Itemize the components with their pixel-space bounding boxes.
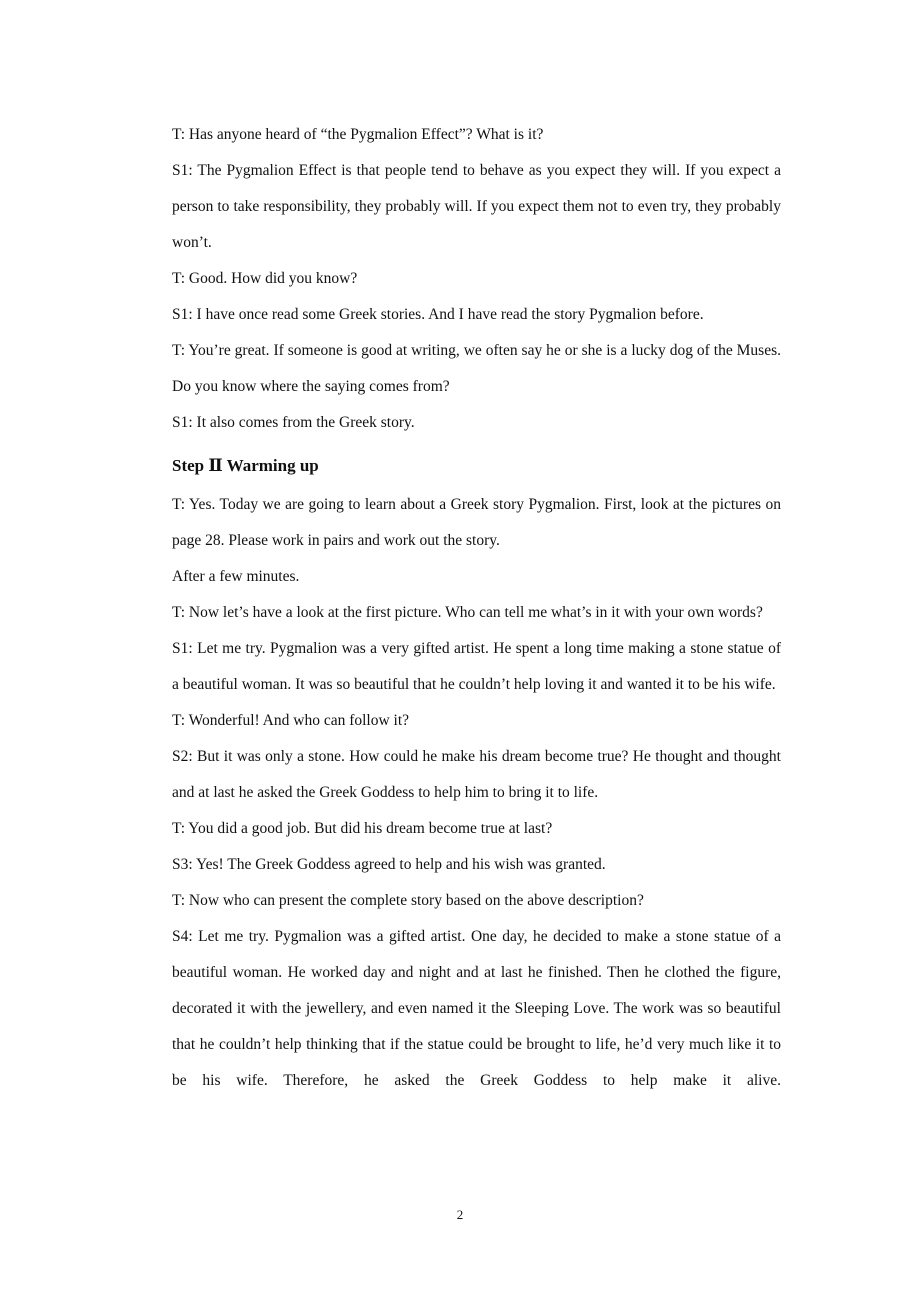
page-number: 2 <box>456 1207 464 1222</box>
dialogue-line: S4: Let me try. Pygmalion was a gifted artist. One day, he decided to make a stone statue of a beautiful woman. He worked day and night and at last he finished. Then he clothed the figure, decorated it with the jewellery, and even named it the Sleeping Love. The work was so beautiful that he couldn’t help thinking that if the statue could be brought to life, he’d very much like it to be his wife. Therefore, he asked the Greek Goddess to help make it alive. <box>172 928 781 1089</box>
section-heading: Step Ⅱ Warming up <box>172 456 319 475</box>
dialogue-line: T: Good. How did you know? <box>172 270 358 287</box>
dialogue-line: S1: It also comes from the Greek story. <box>172 414 415 431</box>
dialogue-line: T: Wonderful! And who can follow it? <box>172 712 410 729</box>
stage-direction: After a few minutes. <box>172 568 300 585</box>
dialogue-line: T: Has anyone heard of “the Pygmalion Effect”? What is it? <box>172 126 544 143</box>
dialogue-line: T: Now who can present the complete story based on the above description? <box>172 892 644 909</box>
dialogue-line: S3: Yes! The Greek Goddess agreed to help and his wish was granted. <box>172 856 606 873</box>
dialogue-line: S1: Let me try. Pygmalion was a very gifted artist. He spent a long time making a stone statue of a beautiful woman. It was so beautiful that he couldn’t help loving it and wanted it to be his wife. <box>172 640 781 693</box>
dialogue-line: S1: The Pygmalion Effect is that people tend to behave as you expect they will. If you expect a person to take responsibility, they probably will. If you expect them not to even try, they probably won’t. <box>172 162 781 251</box>
dialogue-line: T: Now let’s have a look at the first picture. Who can tell me what’s in it with your own words? <box>172 604 763 621</box>
dialogue-line: T: Yes. Today we are going to learn about a Greek story Pygmalion. First, look at the pictures on page 28. Please work in pairs and work out the story. <box>172 496 781 549</box>
dialogue-line: T: You did a good job. But did his dream become true at last? <box>172 820 553 837</box>
dialogue-line: S1: I have once read some Greek stories. And I have read the story Pygmalion before. <box>172 306 704 323</box>
dialogue-line: S2: But it was only a stone. How could he make his dream become true? He thought and thought and at last he asked the Greek Goddess to help him to bring it to life. <box>172 748 781 801</box>
dialogue-line: T: You’re great. If someone is good at writing, we often say he or she is a lucky dog of the Muses. Do you know where the saying comes from? <box>172 342 781 395</box>
document-body <box>172 117 781 1099</box>
